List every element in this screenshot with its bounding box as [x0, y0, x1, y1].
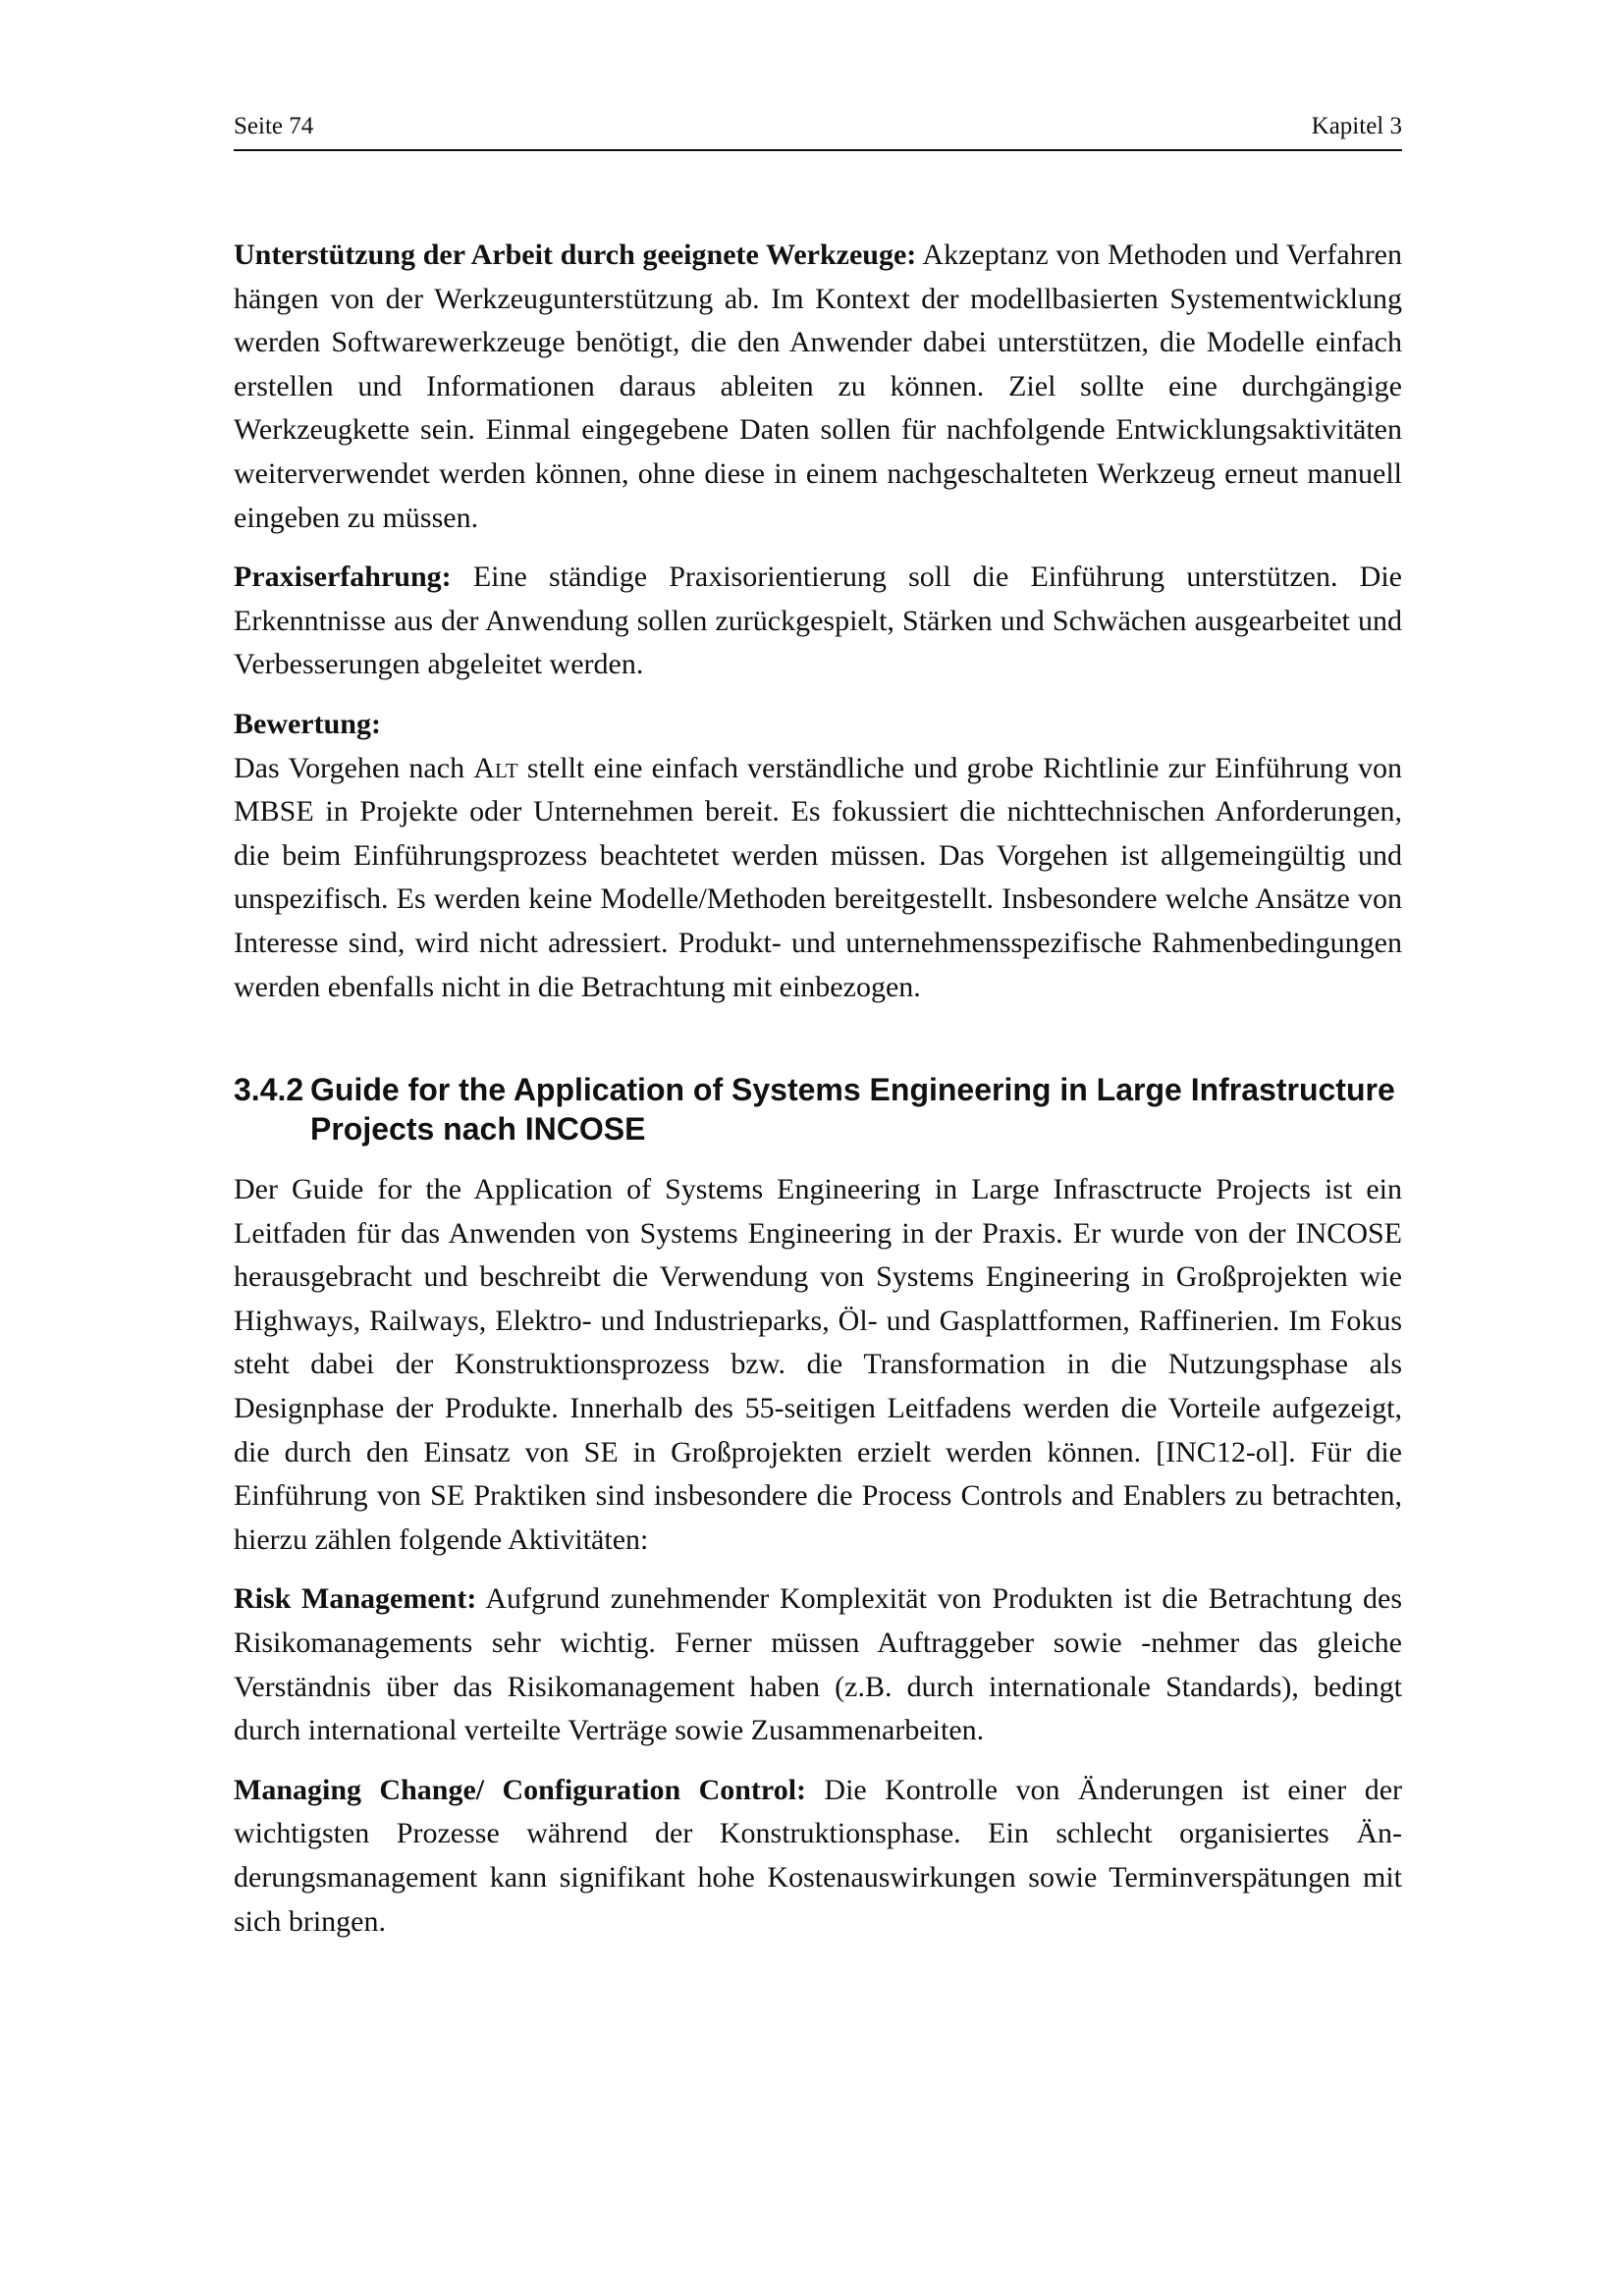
section-heading — [234, 1070, 1402, 1148]
paragraph-label: Managing Change/ Configuration Control: — [234, 1773, 807, 1806]
paragraph-change-control — [234, 1769, 1402, 1944]
paragraph-praxiserfahrung — [234, 556, 1402, 687]
paragraph-text: stellt eine einfach verständliche und grobe Richtlinie zur Einführung von MBSE in Projekte oder Unternehmen bereit. Es fokussiert die nichttechnischen Anforderungen, die beim Einführungsprozess beachtetet werden müssen. Das Vorgehen ist allgemeingültig und unspezifisch. Es werden keine Modelle/Methoden bereitgestellt. Insbesondere welche Ansätze von Interesse sind, wird nicht adressiert. Produkt- und unternehmensspezifische Rahmenbedingungen werden ebenfalls nicht in die Betrachtung mit einbezogen. — [234, 751, 1402, 1003]
alt-reference: Alt — [473, 751, 518, 784]
paragraph-risk-management — [234, 1577, 1402, 1752]
bewertung-heading: Bewertung: — [234, 707, 381, 740]
page-number: Seite 74 — [234, 113, 314, 139]
running-header — [234, 110, 1402, 151]
paragraph-bewertung — [234, 747, 1402, 1010]
paragraph-text: Eine ständige Praxisorientierung soll die Einführung unterstützen. Die Erkenntnisse aus der Anwendung sollen zurückgespielt, Stärken und Schwächen ausgearbeitet und Verbesserungen abgeleitet werden. — [234, 561, 1402, 681]
paragraph-werkzeuge — [234, 234, 1402, 540]
paragraph-text: Aufgrund zunehmender Komplexität von Produkten ist die Betrachtung des Risikomanagements sehr wichtig. Ferner müssen Auftraggeber sowie -nehmer das gleiche Verständnis über das Risikomanagement haben (z.B. durch internationale Standards), bedingt durch international verteilte Verträge sowie Zusammenarbeiten. — [234, 1582, 1402, 1747]
body-text — [234, 234, 1402, 1944]
paragraph-text: Die Kontrolle von Änderungen ist einer der wichtigsten Prozesse während der Konstruktionsphase. Ein schlecht organisiertes Änderungsmanagement kann signifikant hohe Kostenauswirkungen sowie Terminverspätungen mit sich bringen. — [234, 1773, 1403, 1938]
section-title: Guide for the Application of Systems Engineering in Large Infrastructure Projects nach INCOSE — [310, 1072, 1395, 1148]
paragraph-guide: Der Guide for the Application of Systems Engineering in Large Infrasctructe Projects ist ein Leitfaden für das Anwenden von Systems Engineering in der Praxis. Er wurde von der INCOSE herausgebracht und beschreibt die Verwendung von Systems Engineering in Großprojekten wie Highways, Railways, Elektro- und Industrieparks, Öl- und Gasplattformen, Raffinerien. Im Fokus steht dabei der Konstruktionsprozess bzw. die Transformation in die Nutzungsphase als Designphase der Produkte. Innerhalb des 55-seitigen Leitfadens werden die Vorteile aufgezeigt, die durch den Einsatz von SE in Großprojekten erzielt werden können. [INC12-ol]. Für die Einführung von SE Praktiken sind insbesondere die Process Controls and Enablers zu betrachten, hierzu zählen folgende Aktivitäten: — [234, 1173, 1402, 1556]
paragraph-label: Praxiserfahrung: — [234, 561, 452, 594]
paragraph-text: Akzeptanz von Methoden und Verfahren hängen von der Werkzeugunterstützung ab. Im Kontext der modellbasierten Systementwicklung werden Softwarewerkzeuge benötigt, die den Anwender dabei unterstützen, die Modelle einfach erstellen und Informationen daraus ableiten zu können. Ziel sollte eine durchgängige Werkzeugkette sein. Einmal eingegebene Daten sollen für nachfolgende Entwicklungsaktivitäten weiterverwendet werden können, ohne diese in einem nachgeschalteten Werkzeug erneut manuell eingeben zu müssen. — [234, 239, 1403, 534]
paragraph-label: Risk Management: — [234, 1582, 477, 1616]
paragraph-text: Das Vorgehen nach — [234, 751, 474, 784]
paragraph-label: Unterstützung der Arbeit durch geeignete Werkzeuge: — [234, 239, 917, 271]
section-number: 3.4.2 — [234, 1072, 304, 1108]
chapter-label: Kapitel 3 — [1311, 113, 1402, 139]
